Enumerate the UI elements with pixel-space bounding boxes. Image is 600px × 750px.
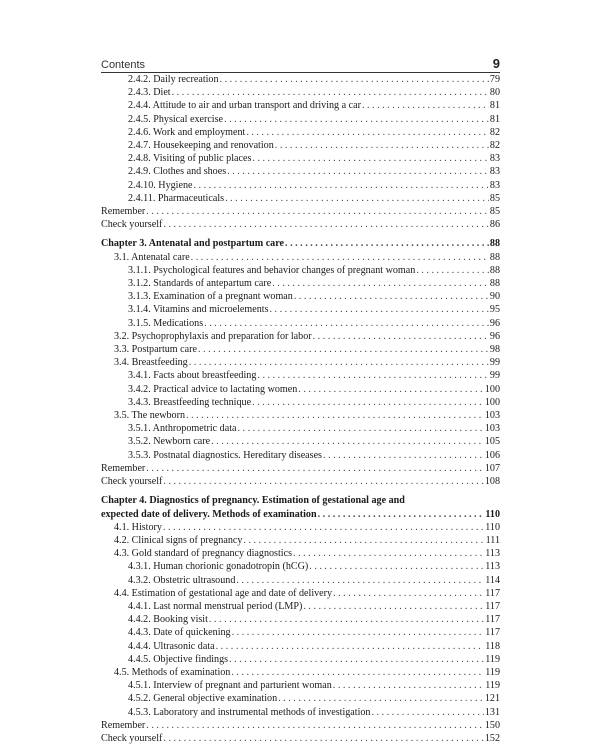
dot-leader: [257, 369, 489, 382]
toc-entry[interactable]: [101, 343, 500, 356]
toc-entry-page: 79: [489, 74, 500, 85]
dot-leader: [237, 422, 483, 435]
table-of-contents: [101, 73, 500, 745]
toc-entry[interactable]: [101, 449, 500, 462]
toc-entry[interactable]: [101, 165, 500, 178]
toc-entry-page: 86: [489, 219, 500, 231]
toc-entry[interactable]: [101, 317, 500, 330]
dot-leader: [163, 521, 484, 534]
toc-entry-label: 3.3. Postpartum care: [114, 344, 197, 356]
dot-leader: [163, 732, 483, 745]
dot-leader: [294, 290, 489, 303]
toc-entry-page: 150: [484, 719, 500, 731]
dot-leader: [146, 719, 484, 732]
running-header: [101, 55, 500, 71]
toc-entry[interactable]: [101, 113, 500, 126]
dot-leader: [416, 264, 489, 277]
toc-entry-page: 99: [489, 370, 500, 382]
toc-entry[interactable]: [101, 192, 500, 205]
toc-entry[interactable]: [101, 139, 500, 152]
dot-leader: [371, 706, 483, 719]
dot-leader: [270, 303, 489, 316]
toc-entry-page: 82: [489, 126, 500, 138]
toc-entry-label: 2.4.8. Visiting of public places: [128, 153, 252, 165]
dot-leader: [186, 409, 484, 422]
toc-entry-page: 113: [485, 561, 500, 573]
toc-entry[interactable]: [101, 600, 500, 613]
toc-entry-page: 88: [489, 264, 500, 276]
toc-entry-page: 117: [485, 587, 500, 599]
toc-entry[interactable]: [101, 152, 500, 165]
toc-entry[interactable]: [101, 290, 500, 303]
toc-entry-label: 3.1.2. Standards of antepartum care: [128, 278, 272, 290]
toc-entry-label: 4.3.2. Obstetric ultrasound: [128, 574, 236, 586]
toc-entry[interactable]: [101, 613, 500, 626]
toc-entry-page: 113: [485, 548, 500, 560]
dot-leader: [146, 205, 489, 218]
toc-entry[interactable]: [101, 547, 500, 560]
toc-entry-label: 3.4.2. Practical advice to lactating women: [128, 383, 298, 395]
toc-entry-label: 4.4.1. Last normal menstrual period (LMP): [128, 600, 303, 612]
toc-entry[interactable]: [101, 521, 500, 534]
dot-leader: [236, 574, 484, 587]
dot-leader: [191, 251, 489, 264]
toc-entry-label: 4.5.3. Laboratory and instrumental methods of investigation: [128, 706, 371, 718]
dot-leader: [225, 192, 489, 205]
toc-entry-page: 90: [489, 291, 500, 303]
toc-chapter-entry[interactable]: [101, 237, 500, 250]
toc-entry[interactable]: [101, 99, 500, 112]
toc-entry-label: 3.1. Antenatal care: [114, 251, 190, 263]
dot-leader: [209, 613, 484, 626]
toc-entry-label: 3.1.1. Psychological features and behavior changes of pregnant woman: [128, 264, 416, 276]
toc-entry-page: 100: [484, 396, 500, 408]
toc-entry-page: 121: [484, 693, 500, 705]
toc-entry-page: 83: [489, 153, 500, 165]
dot-leader: [172, 86, 489, 99]
toc-entry-label: 2.4.11. Pharmaceuticals: [128, 192, 225, 204]
toc-entry-label: 3.4.3. Breastfeeding technique: [128, 396, 252, 408]
toc-entry-label: 4.3.1. Human chorionic gonadotropin (hCG): [128, 561, 309, 573]
toc-entry[interactable]: [101, 356, 500, 369]
dot-leader: [303, 600, 484, 613]
toc-entry[interactable]: [101, 205, 500, 218]
toc-entry-page: 110: [485, 521, 500, 533]
toc-entry[interactable]: [101, 587, 500, 600]
toc-entry-label: Check yourself: [101, 476, 163, 488]
dot-leader: [211, 435, 484, 448]
toc-entry-page: 105: [484, 436, 500, 448]
toc-entry-page: 85: [489, 206, 500, 218]
toc-entry-page: 118: [485, 640, 500, 652]
toc-entry-page: 80: [489, 87, 500, 99]
dot-leader: [272, 277, 489, 290]
toc-entry-label: 4.5.2. General objective examination: [128, 693, 278, 705]
toc-entry-page: 81: [489, 113, 500, 125]
toc-entry-page: 88: [489, 238, 500, 250]
toc-entry-page: 96: [489, 330, 500, 342]
toc-entry-page: 98: [489, 344, 500, 356]
toc-entry-label: 2.4.10. Hygiene: [128, 179, 193, 191]
dot-leader: [216, 640, 485, 653]
toc-entry[interactable]: [101, 396, 500, 409]
toc-entry[interactable]: [101, 706, 500, 719]
toc-entry[interactable]: [101, 251, 500, 264]
toc-entry[interactable]: [101, 303, 500, 316]
toc-entry-page: 114: [485, 574, 500, 586]
dot-leader: [220, 73, 489, 86]
dot-leader: [229, 653, 484, 666]
toc-entry-page: 108: [484, 476, 500, 488]
toc-entry-label: Chapter 3. Antenatal and postpartum care: [101, 238, 285, 250]
dot-leader: [193, 179, 488, 192]
toc-entry-label: 3.2. Psychoprophylaxis and preparation for labor: [114, 330, 312, 342]
toc-entry-page: 106: [484, 449, 500, 461]
dot-leader: [163, 475, 483, 488]
dot-leader: [275, 139, 489, 152]
toc-entry-page: 111: [485, 534, 500, 546]
dot-leader: [278, 692, 484, 705]
toc-entry[interactable]: [101, 86, 500, 99]
dot-leader: [189, 356, 489, 369]
toc-entry-page: 119: [485, 666, 500, 678]
dot-leader: [243, 534, 484, 547]
toc-entry-page: 83: [489, 179, 500, 191]
toc-entry-label: 3.1.5. Medications: [128, 317, 204, 329]
toc-entry-page: 82: [489, 140, 500, 152]
toc-entry-page: 119: [485, 680, 500, 692]
toc-entry[interactable]: [101, 560, 500, 573]
toc-entry-label: 3.5. The newborn: [114, 410, 186, 422]
dot-leader: [198, 343, 489, 356]
toc-entry-page: 83: [489, 166, 500, 178]
toc-entry[interactable]: [101, 179, 500, 192]
toc-entry[interactable]: [101, 475, 500, 488]
dot-leader: [309, 560, 484, 573]
toc-entry[interactable]: [101, 422, 500, 435]
toc-entry-page: 131: [484, 706, 500, 718]
toc-entry-label: 3.1.3. Examination of a pregnant woman: [128, 291, 293, 303]
toc-entry-page: 117: [485, 627, 500, 639]
toc-entry-page: 81: [489, 100, 500, 112]
toc-entry[interactable]: [101, 666, 500, 679]
toc-entry[interactable]: [101, 679, 500, 692]
toc-entry-page: 88: [489, 278, 500, 290]
toc-entry[interactable]: [101, 534, 500, 547]
dot-leader: [252, 396, 484, 409]
toc-entry-label: expected date of delivery. Methods of examination: [101, 508, 317, 520]
page-number: 9: [492, 56, 500, 71]
toc-entry-page: 107: [484, 462, 500, 474]
toc-entry-label: 3.5.1. Anthropometric data: [128, 423, 237, 435]
toc-entry[interactable]: [101, 73, 500, 86]
toc-entry[interactable]: [101, 719, 500, 732]
toc-entry[interactable]: [101, 409, 500, 422]
dot-leader: [362, 99, 489, 112]
toc-entry-label: 3.5.2. Newborn care: [128, 436, 211, 448]
toc-entry-page: 103: [484, 423, 500, 435]
toc-entry[interactable]: [101, 277, 500, 290]
dot-leader: [298, 383, 484, 396]
toc-entry-label: 2.4.2. Daily recreation: [128, 74, 219, 85]
dot-leader: [323, 449, 484, 462]
toc-entry[interactable]: [101, 626, 500, 639]
toc-entry-label: 2.4.3. Diet: [128, 87, 171, 99]
toc-entry[interactable]: [101, 574, 500, 587]
toc-entry[interactable]: [101, 264, 500, 277]
toc-entry-page: 95: [489, 304, 500, 316]
toc-entry-label: 4.4.4. Ultrasonic data: [128, 640, 215, 652]
toc-entry-label: 4.4.2. Booking visit: [128, 614, 208, 626]
toc-entry-label: 3.4.1. Facts about breastfeeding: [128, 370, 257, 382]
toc-entry-page: 88: [489, 251, 500, 263]
toc-entry-label: 3.5.3. Postnatal diagnostics. Hereditary diseases: [128, 449, 322, 461]
toc-entry-label: 2.4.4. Attitude to air and urban transport and driving a car: [128, 100, 361, 112]
toc-entry-label: 4.1. History: [114, 521, 162, 533]
toc-entry[interactable]: [101, 435, 500, 448]
dot-leader: [285, 237, 489, 250]
toc-chapter-title-line: Chapter 4. Diagnostics of pregnancy. Estimation of gestational age and: [101, 495, 405, 507]
toc-entry[interactable]: [101, 126, 500, 139]
toc-chapter-entry[interactable]: [101, 508, 500, 521]
toc-entry-label: 4.4. Estimation of gestational age and date of delivery: [114, 587, 333, 599]
dot-leader: [318, 508, 485, 521]
toc-entry-page: 85: [489, 192, 500, 204]
dot-leader: [227, 165, 489, 178]
dot-leader: [224, 113, 489, 126]
toc-entry[interactable]: [101, 383, 500, 396]
dot-leader: [252, 152, 489, 165]
toc-entry[interactable]: [101, 640, 500, 653]
toc-entry-page: 110: [485, 508, 500, 520]
dot-leader: [146, 462, 484, 475]
toc-entry-page: 96: [489, 317, 500, 329]
toc-entry-label: 4.4.5. Objective findings: [128, 653, 229, 665]
toc-entry-label: 4.4.3. Date of quickening: [128, 627, 231, 639]
toc-entry-label: 4.5.1. Interview of pregnant and parturient woman: [128, 680, 332, 692]
toc-entry[interactable]: [101, 218, 500, 231]
toc-entry-label: 2.4.6. Work and employment: [128, 126, 246, 138]
toc-entry-label: 4.3. Gold standard of pregnancy diagnostics: [114, 548, 293, 560]
toc-entry[interactable]: [101, 692, 500, 705]
toc-entry[interactable]: [101, 369, 500, 382]
dot-leader: [333, 679, 484, 692]
dot-leader: [333, 587, 484, 600]
dot-leader: [163, 218, 489, 231]
running-title: Contents: [101, 59, 146, 71]
toc-entry-page: 152: [484, 732, 500, 744]
toc-entry-label: Remember: [101, 462, 146, 474]
dot-leader: [231, 666, 484, 679]
dot-leader: [232, 626, 485, 639]
toc-entry-label: 2.4.5. Physical exercise: [128, 113, 224, 125]
toc-entry-page: 103: [484, 410, 500, 422]
toc-entry[interactable]: [101, 330, 500, 343]
dot-leader: [313, 330, 489, 343]
toc-entry-label: 4.2. Clinical signs of pregnancy: [114, 534, 243, 546]
toc-entry[interactable]: [101, 462, 500, 475]
toc-entry-page: 117: [485, 600, 500, 612]
toc-entry-page: 117: [485, 614, 500, 626]
dot-leader: [246, 126, 489, 139]
toc-entry-page: 119: [485, 653, 500, 665]
toc-entry-page: 99: [489, 357, 500, 369]
toc-entry-label: Remember: [101, 206, 146, 218]
dot-leader: [204, 317, 489, 330]
toc-entry-label: Check yourself: [101, 219, 163, 231]
toc-entry[interactable]: [101, 653, 500, 666]
toc-entry-label: 3.4. Breastfeeding: [114, 357, 188, 369]
dot-leader: [293, 547, 484, 560]
toc-entry-label: 3.1.4. Vitamins and microelements: [128, 304, 269, 316]
toc-entry-label: Check yourself: [101, 732, 163, 744]
toc-entry[interactable]: [101, 732, 500, 745]
toc-entry-label: Remember: [101, 719, 146, 731]
toc-entry-label: 4.5. Methods of examination: [114, 666, 231, 678]
toc-entry-label: 2.4.7. Housekeeping and renovation: [128, 140, 274, 152]
toc-entry-page: 100: [484, 383, 500, 395]
toc-entry-label: 2.4.9. Clothes and shoes: [128, 166, 227, 178]
